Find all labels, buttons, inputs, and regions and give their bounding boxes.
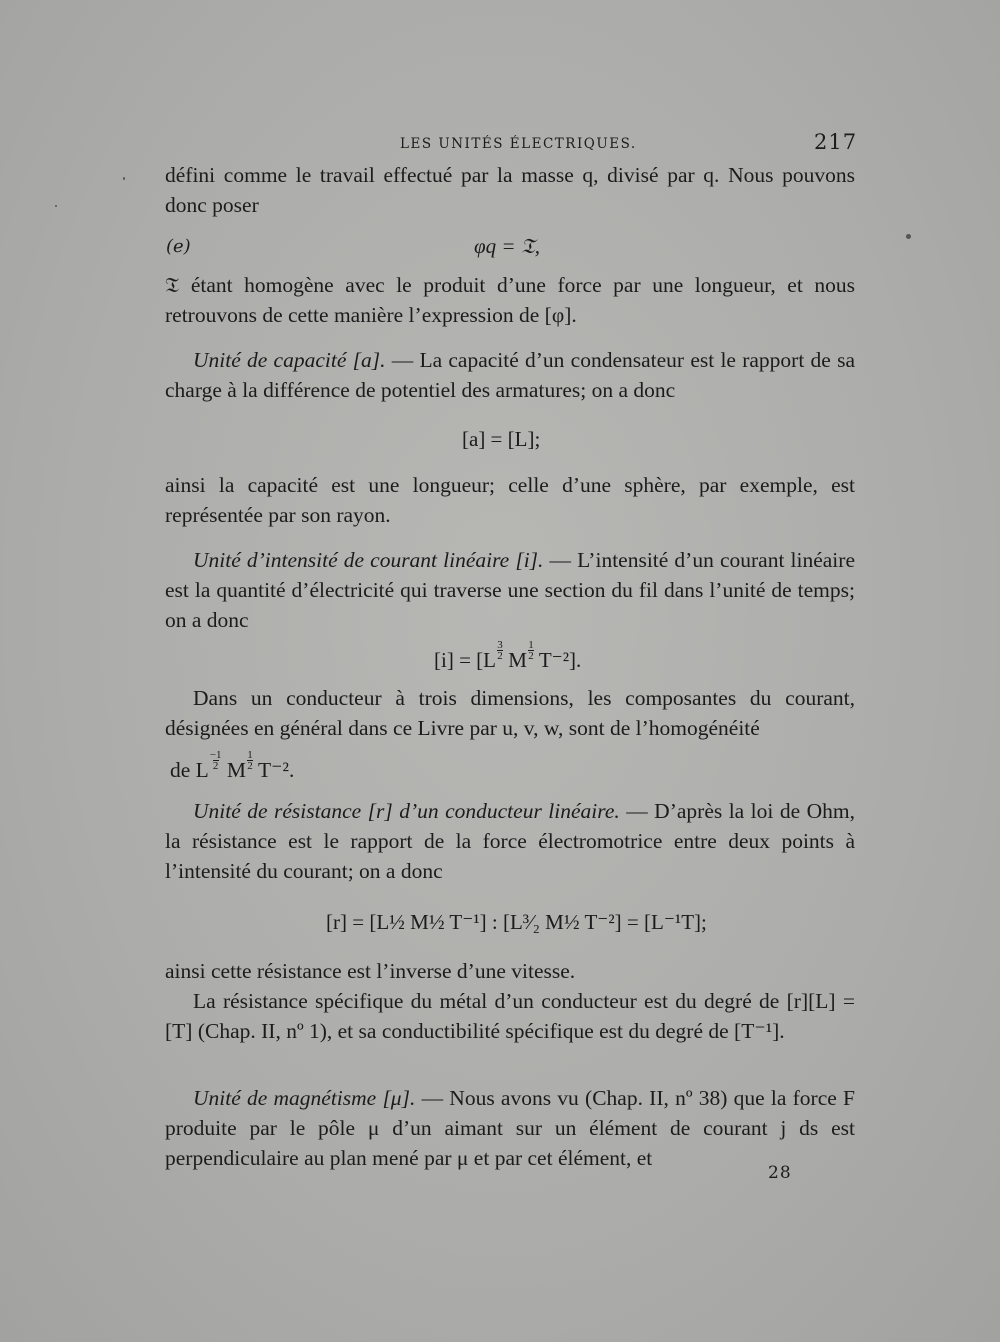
heading-capacity: Unité de capacité [a]. (193, 348, 386, 372)
equation-tag-e: (e) (166, 236, 191, 257)
paragraph-magnetism: Unité de magnétisme [μ]. — Nous avons vu (Chap. II, nº 38) que la force F produite par le pôle μ d’un aimant sur un élément de courant j ds est perpendiculaire au plan mené par μ et par cet élément, et (165, 1086, 855, 1170)
equation-resistance: [r] = [L½ M½ T⁻¹] : [L³⁄₂ M½ T⁻²] = [L⁻¹T]; (326, 910, 707, 934)
paragraph-capacity: Unité de capacité [a]. — La capacité d’un condensateur est le rapport de sa charge à la différence de potentiel des armatures; on a donc (165, 348, 855, 402)
running-title: LES UNITÉS ÉLECTRIQUES. (400, 136, 637, 152)
paper-speck (906, 234, 911, 239)
paragraph-intro: défini comme le travail effectué par la masse q, divisé par q. Nous pouvons donc poser (165, 163, 855, 217)
heading-resistance: Unité de résistance [r] d’un conducteur linéaire. (193, 799, 620, 823)
paragraph-capacity-length: ainsi la capacité est une longueur; celle d’une sphère, par exemple, est représentée par son rayon. (165, 473, 855, 527)
paper-speck (55, 205, 57, 207)
homogeneity-expression: de L $\frac{-1}{2}$ M $\frac{1}{2}$ T⁻². (170, 749, 295, 783)
equation-e: φq = 𝔗, (474, 234, 540, 258)
paragraph-inverse-speed: ainsi cette résistance est l’inverse d’une vitesse. (165, 959, 576, 983)
signature-mark: 28 (768, 1163, 792, 1183)
equation-capacity: [a] = [L]; (462, 427, 541, 451)
paper-speck (123, 177, 125, 180)
paragraph-resistance: Unité de résistance [r] d’un conducteur linéaire. — D’après la loi de Ohm, la résistance est le rapport de la force électromotrice entre deux points à l’intensité du courant; on a donc (165, 799, 855, 883)
heading-intensity: Unité d’intensité de courant linéaire [i]. (193, 548, 544, 572)
paragraph-three-dimensions: Dans un conducteur à trois dimensions, les composantes du courant, désignées en général dans ce Livre par u, v, w, sont de l’homogénéité (165, 686, 855, 740)
paragraph-intensity: Unité d’intensité de courant linéaire [i]. — L’intensité d’un courant linéaire est la quantité d’électricité qui traverse une section du fil dans l’unité de temps; on a donc (165, 548, 855, 632)
page-number: 217 (814, 130, 858, 154)
paragraph-homogeneity: 𝔗 étant homogène avec le produit d’une force par une longueur, et nous retrouvons de cette manière l’expression de [φ]. (165, 273, 855, 327)
paragraph-specific-resistance: La résistance spécifique du métal d’un conducteur est du degré de [r][L] = [T] (Chap. II, nº 1), et sa conductibilité spécifique est du degré de [T⁻¹]. (165, 989, 855, 1043)
heading-magnetism: Unité de magnétisme [μ]. (193, 1086, 416, 1110)
equation-intensity: [i] = [L $\frac{3}{2}$ M $\frac{1}{2}$ T⁻²]. (434, 639, 582, 672)
